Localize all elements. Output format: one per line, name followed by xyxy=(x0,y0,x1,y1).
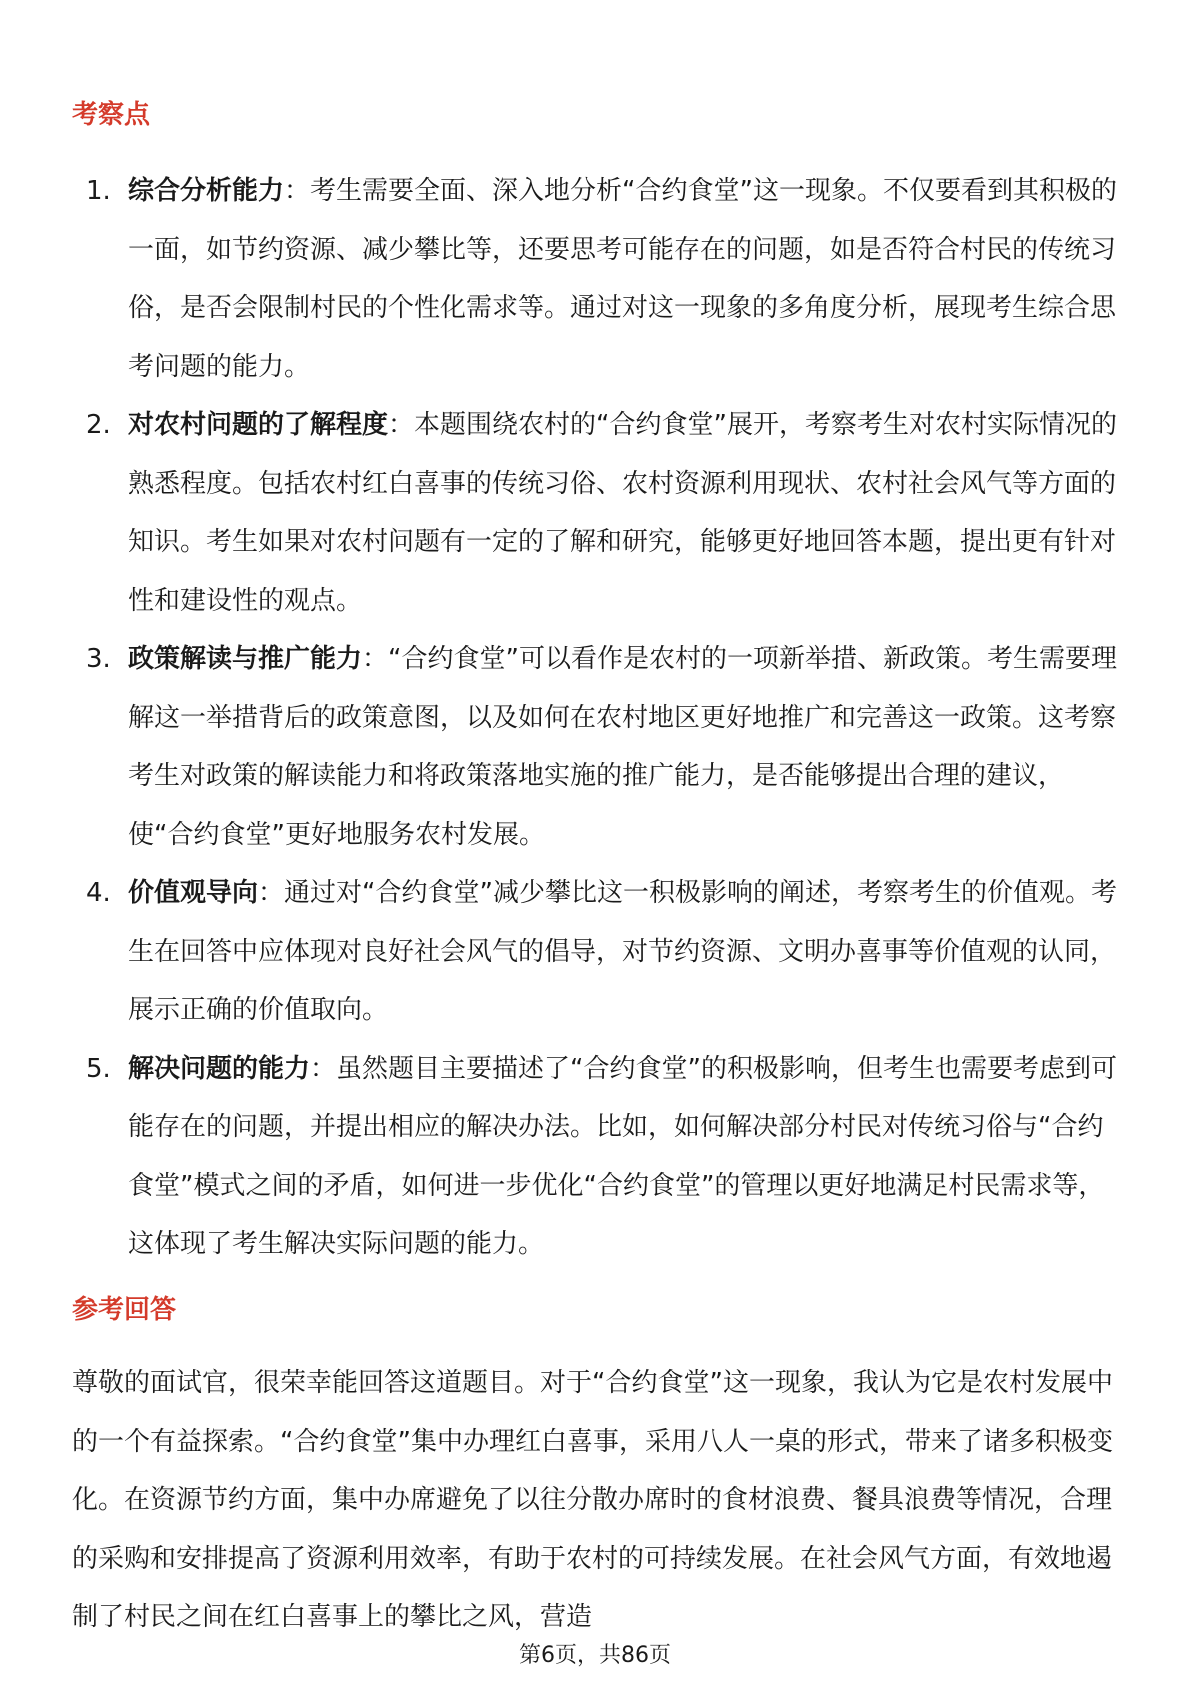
list-item xyxy=(72,162,1122,396)
section-heading-exam-points: 考察点 xyxy=(72,100,151,130)
list-item-text: ：通过对“合约食堂”减少攀比这一积极影响的阐述，考察考生的价值观。考生在回答中应体现对良好社会风气的倡导，对节约资源、文明办喜事等价值观的认同，展示正确的价值取向。 xyxy=(128,878,1117,1025)
list-item-title: 解决问题的能力 xyxy=(128,1053,311,1084)
list-item-text: ：考生需要全面、深入地分析“合约食堂”这一现象。不仅要看到其积极的一面，如节约资源、减少攀比等，还要思考可能存在的问题，如是否符合村民的传统习俗，是否会限制村民的个性化需求等。通过对这一现象的多角度分析，展现考生综合思考问题的能力。 xyxy=(128,176,1117,382)
list-item xyxy=(72,630,1122,864)
exam-points-list xyxy=(72,162,1122,1274)
list-item-number: 3. xyxy=(86,644,111,674)
list-item xyxy=(72,1040,1122,1274)
list-item-title: 政策解读与推广能力 xyxy=(128,644,363,674)
section-heading-reference-answer: 参考回答 xyxy=(72,1295,177,1325)
list-item-text: ：本题围绕农村的“合约食堂”展开，考察考生对农村实际情况的熟悉程度。包括农村红白喜事的传统习俗、农村资源利用现状、农村社会风气等方面的知识。考生如果对农村问题有一定的了解和研究，能够更好地回答本题，提出更有针对性和建设性的观点。 xyxy=(128,410,1117,616)
list-item-number: 2. xyxy=(86,410,111,440)
list-item-number: 4. xyxy=(86,878,111,908)
list-item-title: 价值观导向 xyxy=(128,878,259,908)
list-item-number: 5. xyxy=(86,1053,111,1084)
list-item-title: 对农村问题的了解程度 xyxy=(128,410,389,440)
list-item-number: 1. xyxy=(86,176,111,206)
list-item-title: 综合分析能力 xyxy=(128,176,285,206)
list-item-text: ：“合约食堂”可以看作是农村的一项新举措、新政策。考生需要理解这一举措背后的政策意图，以及如何在农村地区更好地推广和完善这一政策。这考察考生对政策的解读能力和将政策落地实施的推广能力，是否能够提出合理的建议，使“合约食堂”更好地服务农村发展。 xyxy=(128,644,1117,850)
reference-answer-text: 尊敬的面试官，很荣幸能回答这道题目。对于“合约食堂”这一现象，我认为它是农村发展中的一个有益探索。“合约食堂”集中办理红白喜事，采用八人一桌的形式，带来了诸多积极变化。在资源节约方面，集中办席避免了以往分散办席时的食材浪费、餐具浪费等情况，合理的采购和安排提高了资源利用效率，有助于农村的可持续发展。在社会风气方面，有效地遏制了村民之间在红白喜事上的攀比之风，营造 xyxy=(72,1368,1113,1632)
list-item-text: ：虽然题目主要描述了“合约食堂”的积极影响，但考生也需要考虑到可能存在的问题，并提出相应的解决办法。比如，如何解决部分村民对传统习俗与“合约食堂”模式之间的矛盾，如何进一步优化“合约食堂”的管理以更好地满足村民需求等，这体现了考生解决实际问题的能力。 xyxy=(128,1053,1117,1259)
list-item xyxy=(72,864,1122,1040)
list-item xyxy=(72,396,1122,630)
page-number: 第6页，共86页 xyxy=(519,1643,671,1668)
